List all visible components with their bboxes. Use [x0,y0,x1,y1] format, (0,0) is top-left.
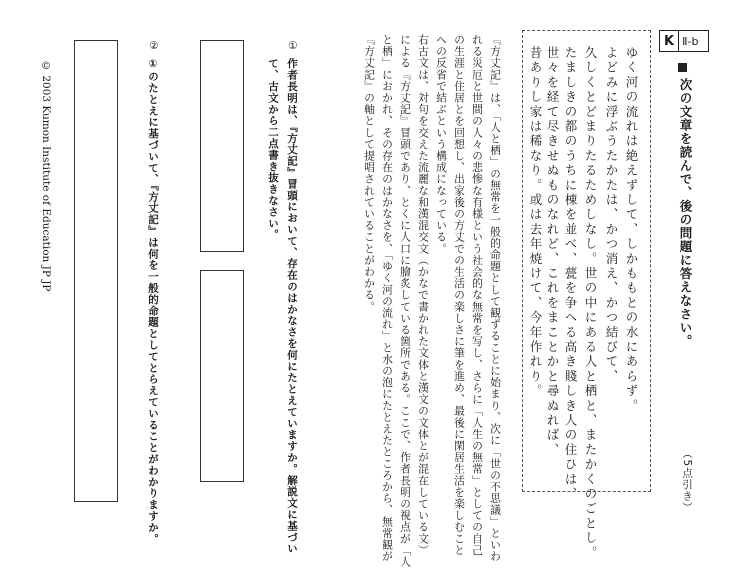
commentary-line: 右古文は、対句を交えた流麗な和漢混交文（かなで書かれた文体と漢文の文体とが混在している文） [417,34,430,556]
instruction-text: 次の文章を読んで、後の問題に答えなさい。 [678,78,693,348]
kobun-line: 世々を経て尽きせぬものなれど、これをまことかと尋ぬれば、 [545,46,560,458]
commentary-line: と栖」におかれ、その存在のはかなさを、「ゆく河の流れ」と水の泡にたとえたところから、無常観が [381,34,394,563]
worksheet-code: Ⅱ-b [682,34,699,48]
commentary-line: 『方丈記』の軸として提唱されていることがわかる。 [363,34,376,313]
worksheet-letter: K [660,31,679,51]
worksheet-code-tag [659,30,709,52]
points-note: （5点引き） [681,448,693,514]
question-number: ① [287,40,299,52]
answer-box[interactable] [200,270,244,482]
question-number: ② [148,40,160,52]
question-text: ①のたとえに基づいて、『方丈記』は何を一般的命題としてとらえていることがわかりますか。 [147,58,159,545]
answer-box[interactable] [74,40,118,502]
question-text: て、古文から二点書き抜きなさい。 [267,58,279,241]
kobun-line: たましきの都のうちに棟を並べ、甍を争へる高き賤しき人の住ひは、 [563,46,578,502]
copyright: © 2003 Kumon Institute of Education JP JP [40,60,52,292]
black-square-icon [678,63,687,72]
commentary-line: による『方丈記』冒頭であり、とくに人口に膾炙している箇所である。ここで、作者長明の視点が「人 [399,34,412,568]
question-text: 作者長明は、『方丈記』冒頭において、存在のはかなさを何にたとえていますか。解説文に基づい [286,58,298,555]
commentary-line: れる災厄と世間の人々の悲惨な有様という社会的な無常を写し、さらに「人生の無常」としての自己 [471,34,484,556]
commentary-line: 『方丈記』は、「人と栖」の無常を一般的命題として観ずることに始まり、次に「世の不思議」といわ [489,34,502,563]
kobun-line: よどみに浮ぶうたかたは、かつ消え、かつ結びて、 [604,46,619,385]
commentary-line: の生涯と住居とを回想し、出家後の方丈での生活の楽しさに筆を進め、最後に閑居生活を楽しむこと [453,34,466,556]
kobun-line: 昔ありし家は稀なり。或は去年焼けて、今年作れり。 [528,46,543,399]
kobun-line: 久しくとどまりたるためしなし。世の中にある人と栖と、またかくのごとし。 [583,46,598,561]
commentary-line: への反省で結ぶという構成になっている。 [435,34,448,255]
kobun-line: ゆく河の流れは絶えずして、しかももとの水にあらず。 [624,46,639,414]
answer-box[interactable] [200,40,244,252]
